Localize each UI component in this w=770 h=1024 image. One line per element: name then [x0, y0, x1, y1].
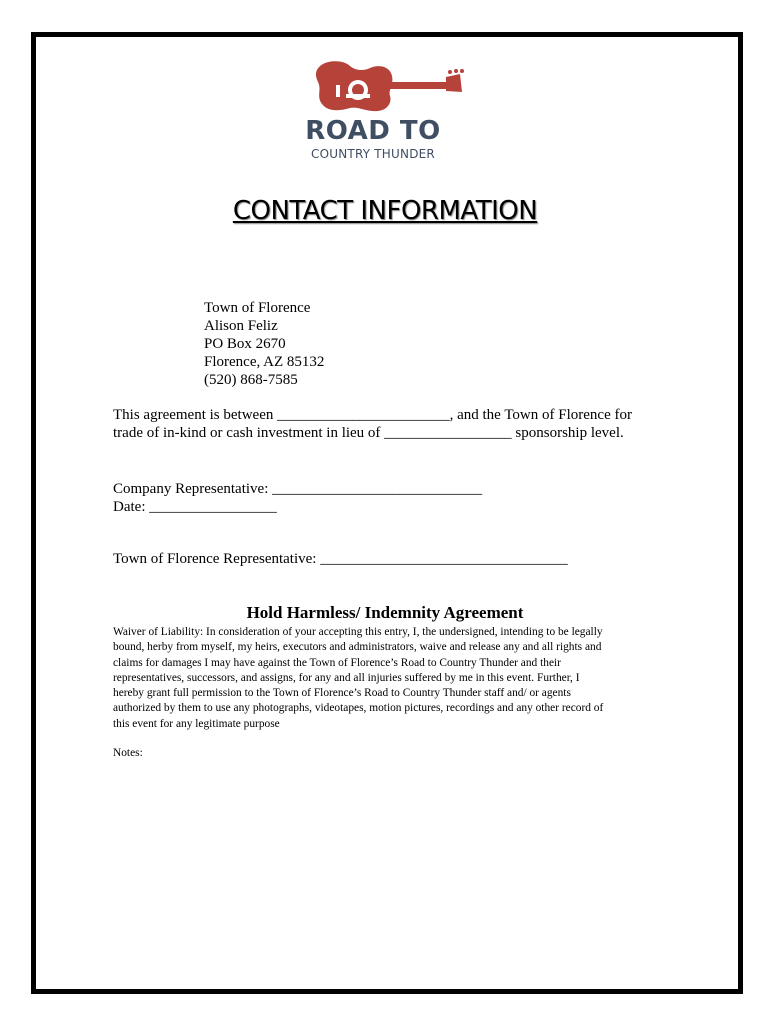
company-signature-block — [113, 480, 482, 516]
agreement-line: trade of in-kind or cash investment in lieu of _________________ sponsorship level. — [113, 425, 624, 441]
waiver-line: this event for any legitimate purpose — [113, 717, 280, 730]
waiver-line: claims for damages I may have against the Town of Florence’s Road to Country Thunder and their — [113, 656, 561, 669]
guitar-icon — [278, 58, 468, 116]
company-representative-line: Company Representative: ____________________________ — [113, 481, 483, 497]
notes-label: Notes: — [113, 747, 143, 759]
waiver-line: representatives, successors, and assigns, for any and all injuries suffered by me in this event. Further, I — [113, 671, 580, 684]
town-representative-line: Town of Florence Representative: _________________________________ — [113, 551, 568, 567]
address-block — [204, 299, 324, 389]
page-title: CONTACT INFORMATION — [232, 196, 538, 226]
waiver-line: authorized by them to use any photographs, videotapes, motion pictures, recordings and any other record of — [113, 702, 604, 715]
address-line: (520) 868-7585 — [204, 372, 298, 388]
agreement-line: This agreement is between _______________________, and the Town of Florence for — [113, 407, 632, 423]
road-to-country-thunder-logo — [278, 58, 468, 163]
address-line: Florence, AZ 85132 — [204, 354, 325, 370]
address-line: PO Box 2670 — [204, 336, 286, 352]
waiver-line: Waiver of Liability: In consideration of your accepting this entry, I, the undersigned, intending to be legally — [113, 626, 603, 638]
address-line: Town of Florence — [204, 300, 311, 316]
waiver-line: bound, herby from myself, my heirs, executors and administrators, waive and release any and all rights and — [113, 641, 602, 654]
logo-title: ROAD TO — [305, 116, 441, 146]
waiver-paragraph — [113, 625, 661, 732]
logo-subtitle: COUNTRY THUNDER — [311, 147, 435, 161]
hold-harmless-title: Hold Harmless/ Indemnity Agreement — [246, 603, 524, 622]
agreement-paragraph — [113, 406, 632, 442]
waiver-line: hereby grant full permission to the Town of Florence’s Road to Country Thunder staff and/ or agents — [113, 687, 571, 700]
address-line: Alison Feliz — [204, 318, 278, 334]
date-line: Date: _________________ — [113, 499, 277, 515]
